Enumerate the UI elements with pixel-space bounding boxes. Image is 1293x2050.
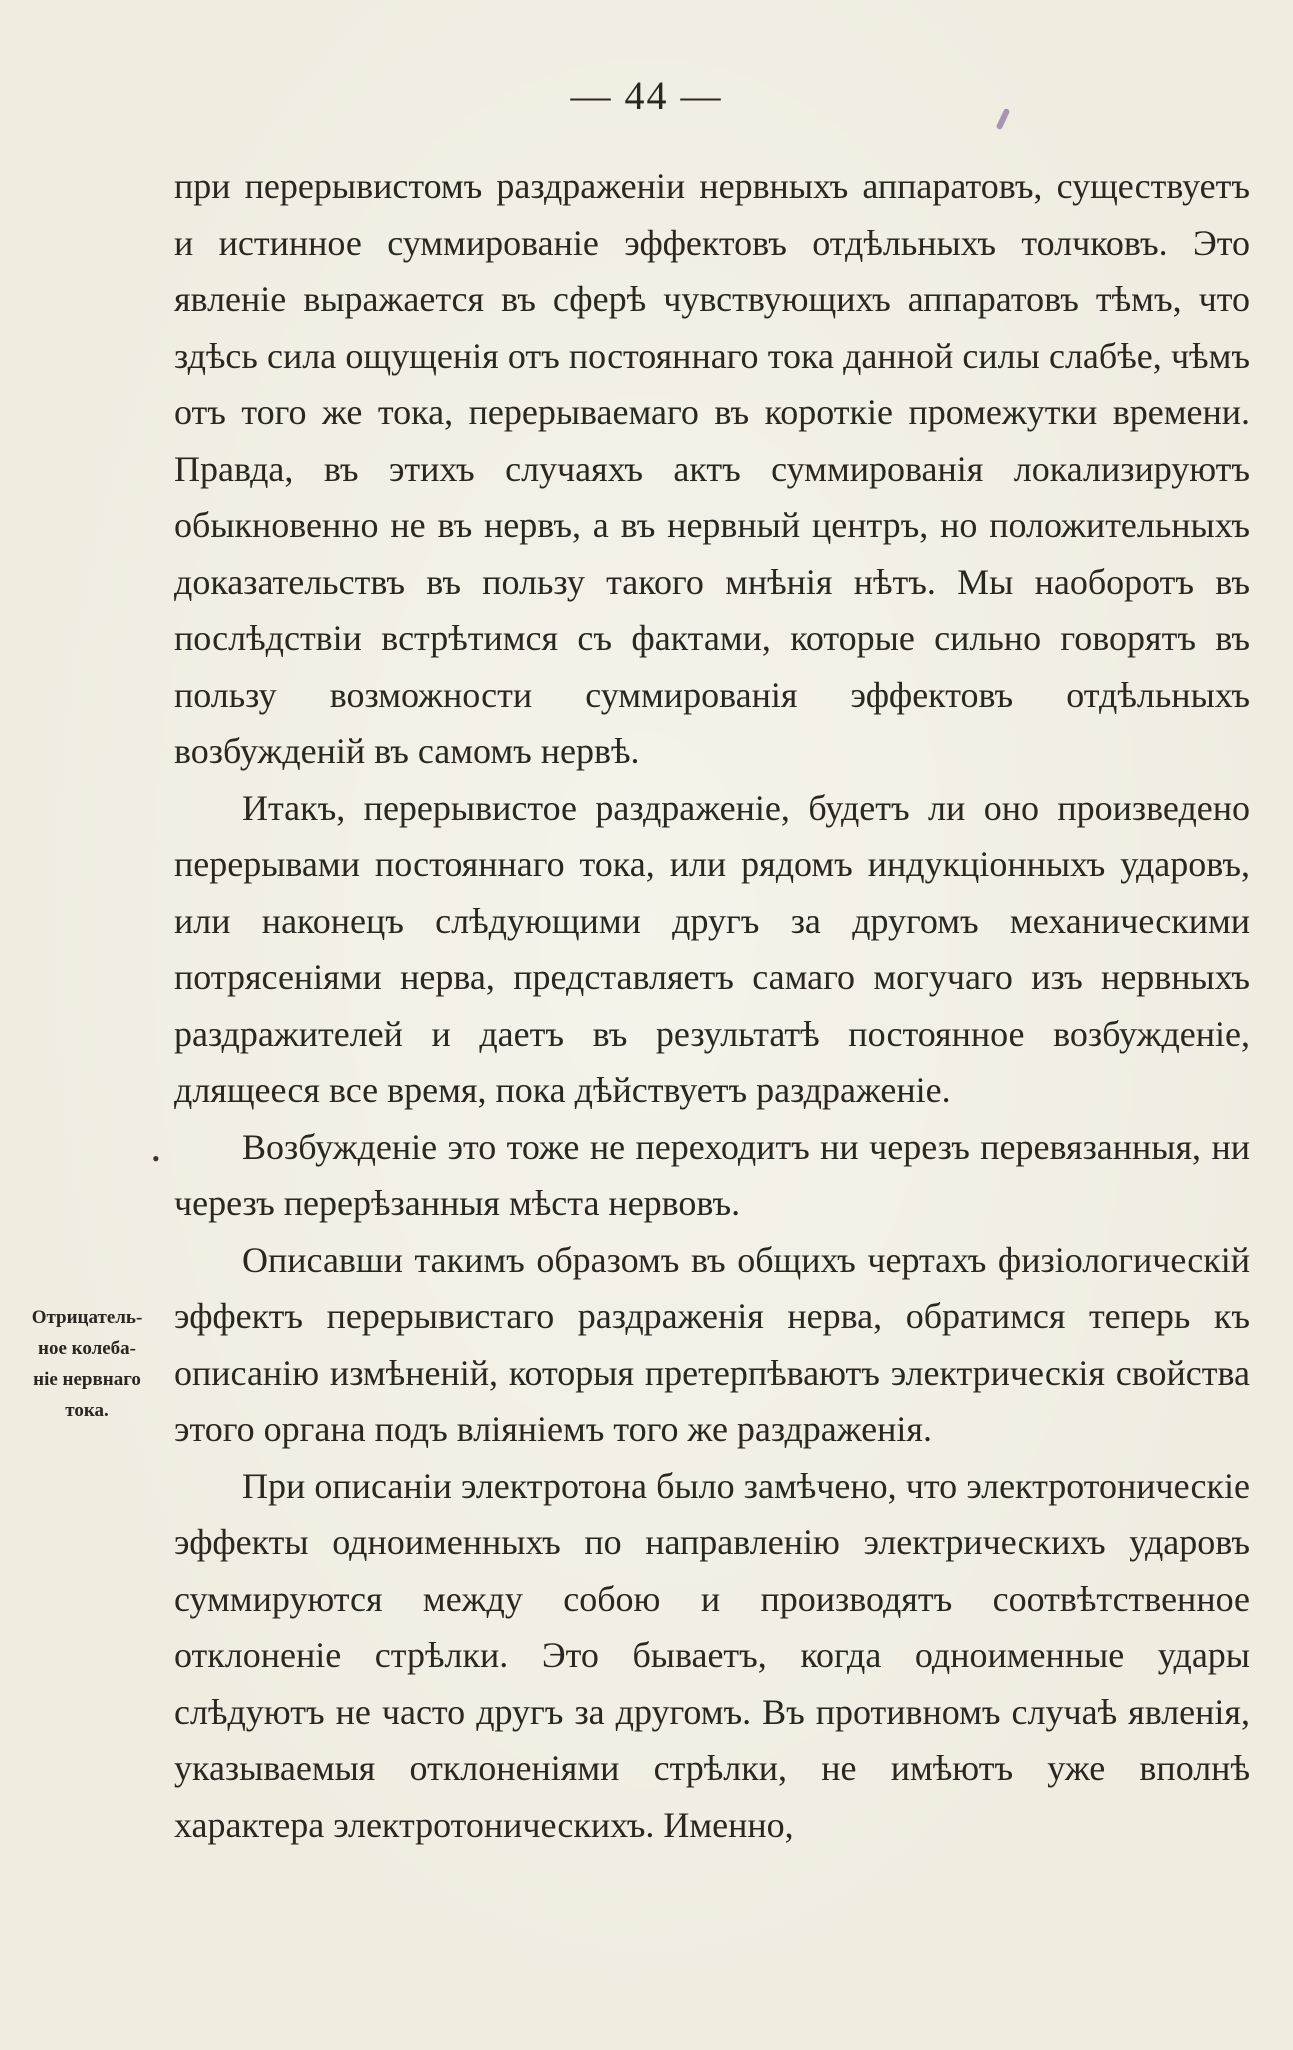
margin-note	[22, 1302, 152, 1426]
paragraph: Описавши такимъ образомъ въ общихъ чертахъ физіологическій эффектъ перерывистаго раздраженія нерва, обратимся теперь къ описанію измѣненій, которыя претерпѣваютъ электрическія свойства этого органа подъ вліяніемъ того же раздраженія.	[174, 1239, 1250, 1449]
margin-note-line: ніе нервнаго	[33, 1369, 141, 1390]
margin-note-line: тока.	[65, 1400, 109, 1421]
paragraph: При описаніи электротона было замѣчено, что электротоническіе эффекты одноименныхъ по направленію электрическихъ ударовъ суммируются между собою и производятъ соотвѣтственное отклоненіе стрѣлки. Это бываетъ, когда одноименные удары слѣдуютъ не часто другъ за другомъ. Въ противномъ случаѣ явленія, указываемыя отклоненіями стрѣлки, не имѣютъ уже вполнѣ характера электротоническихъ. Именно,	[174, 1465, 1250, 1845]
marginal-bullet: •	[152, 1146, 160, 1171]
body-text	[174, 158, 1250, 1853]
page-number: — 44 —	[570, 73, 723, 118]
paragraph: Возбужденіе это тоже не переходитъ ни черезъ перевязанныя, ни черезъ перерѣзанныя мѣста нервовъ.	[174, 1126, 1250, 1223]
margin-note-line: Отрицатель-	[31, 1307, 143, 1328]
paragraph: Итакъ, перерывистое раздраженіе, будетъ ли оно произведено перерывами постояннаго тока, или рядомъ индукціонныхъ ударовъ, или наконецъ слѣдующими другъ за другомъ механическими потрясеніями нерва, представляетъ самаго могучаго изъ нервныхъ раздражителей и даетъ въ результатѣ постоянное возбужденіе, длящееся все время, пока дѣйствуетъ раздраженіе.	[174, 787, 1250, 1110]
margin-note-line: ное колеба-	[38, 1338, 136, 1359]
paragraph: при перерывистомъ раздраженіи нервныхъ аппаратовъ, существуетъ и истинное суммированіе эффектовъ отдѣльныхъ толчковъ. Это явленіе выражается въ сферѣ чувствующихъ аппаратовъ тѣмъ, что здѣсь сила ощущенія отъ постояннаго тока данной силы слабѣе, чѣмъ отъ того же тока, перерываемаго въ короткіе промежутки времени. Правда, въ этихъ случаяхъ актъ суммированія локализируютъ обыкновенно не въ нервъ, а въ нервный центръ, но положительныхъ доказательствъ въ пользу такого мнѣнія нѣтъ. Мы наоборотъ въ послѣдствіи встрѣтимся съ фактами, которые сильно говорятъ въ пользу возможности суммированія эффектовъ отдѣльныхъ возбужденій въ самомъ нервѣ.	[174, 166, 1250, 771]
